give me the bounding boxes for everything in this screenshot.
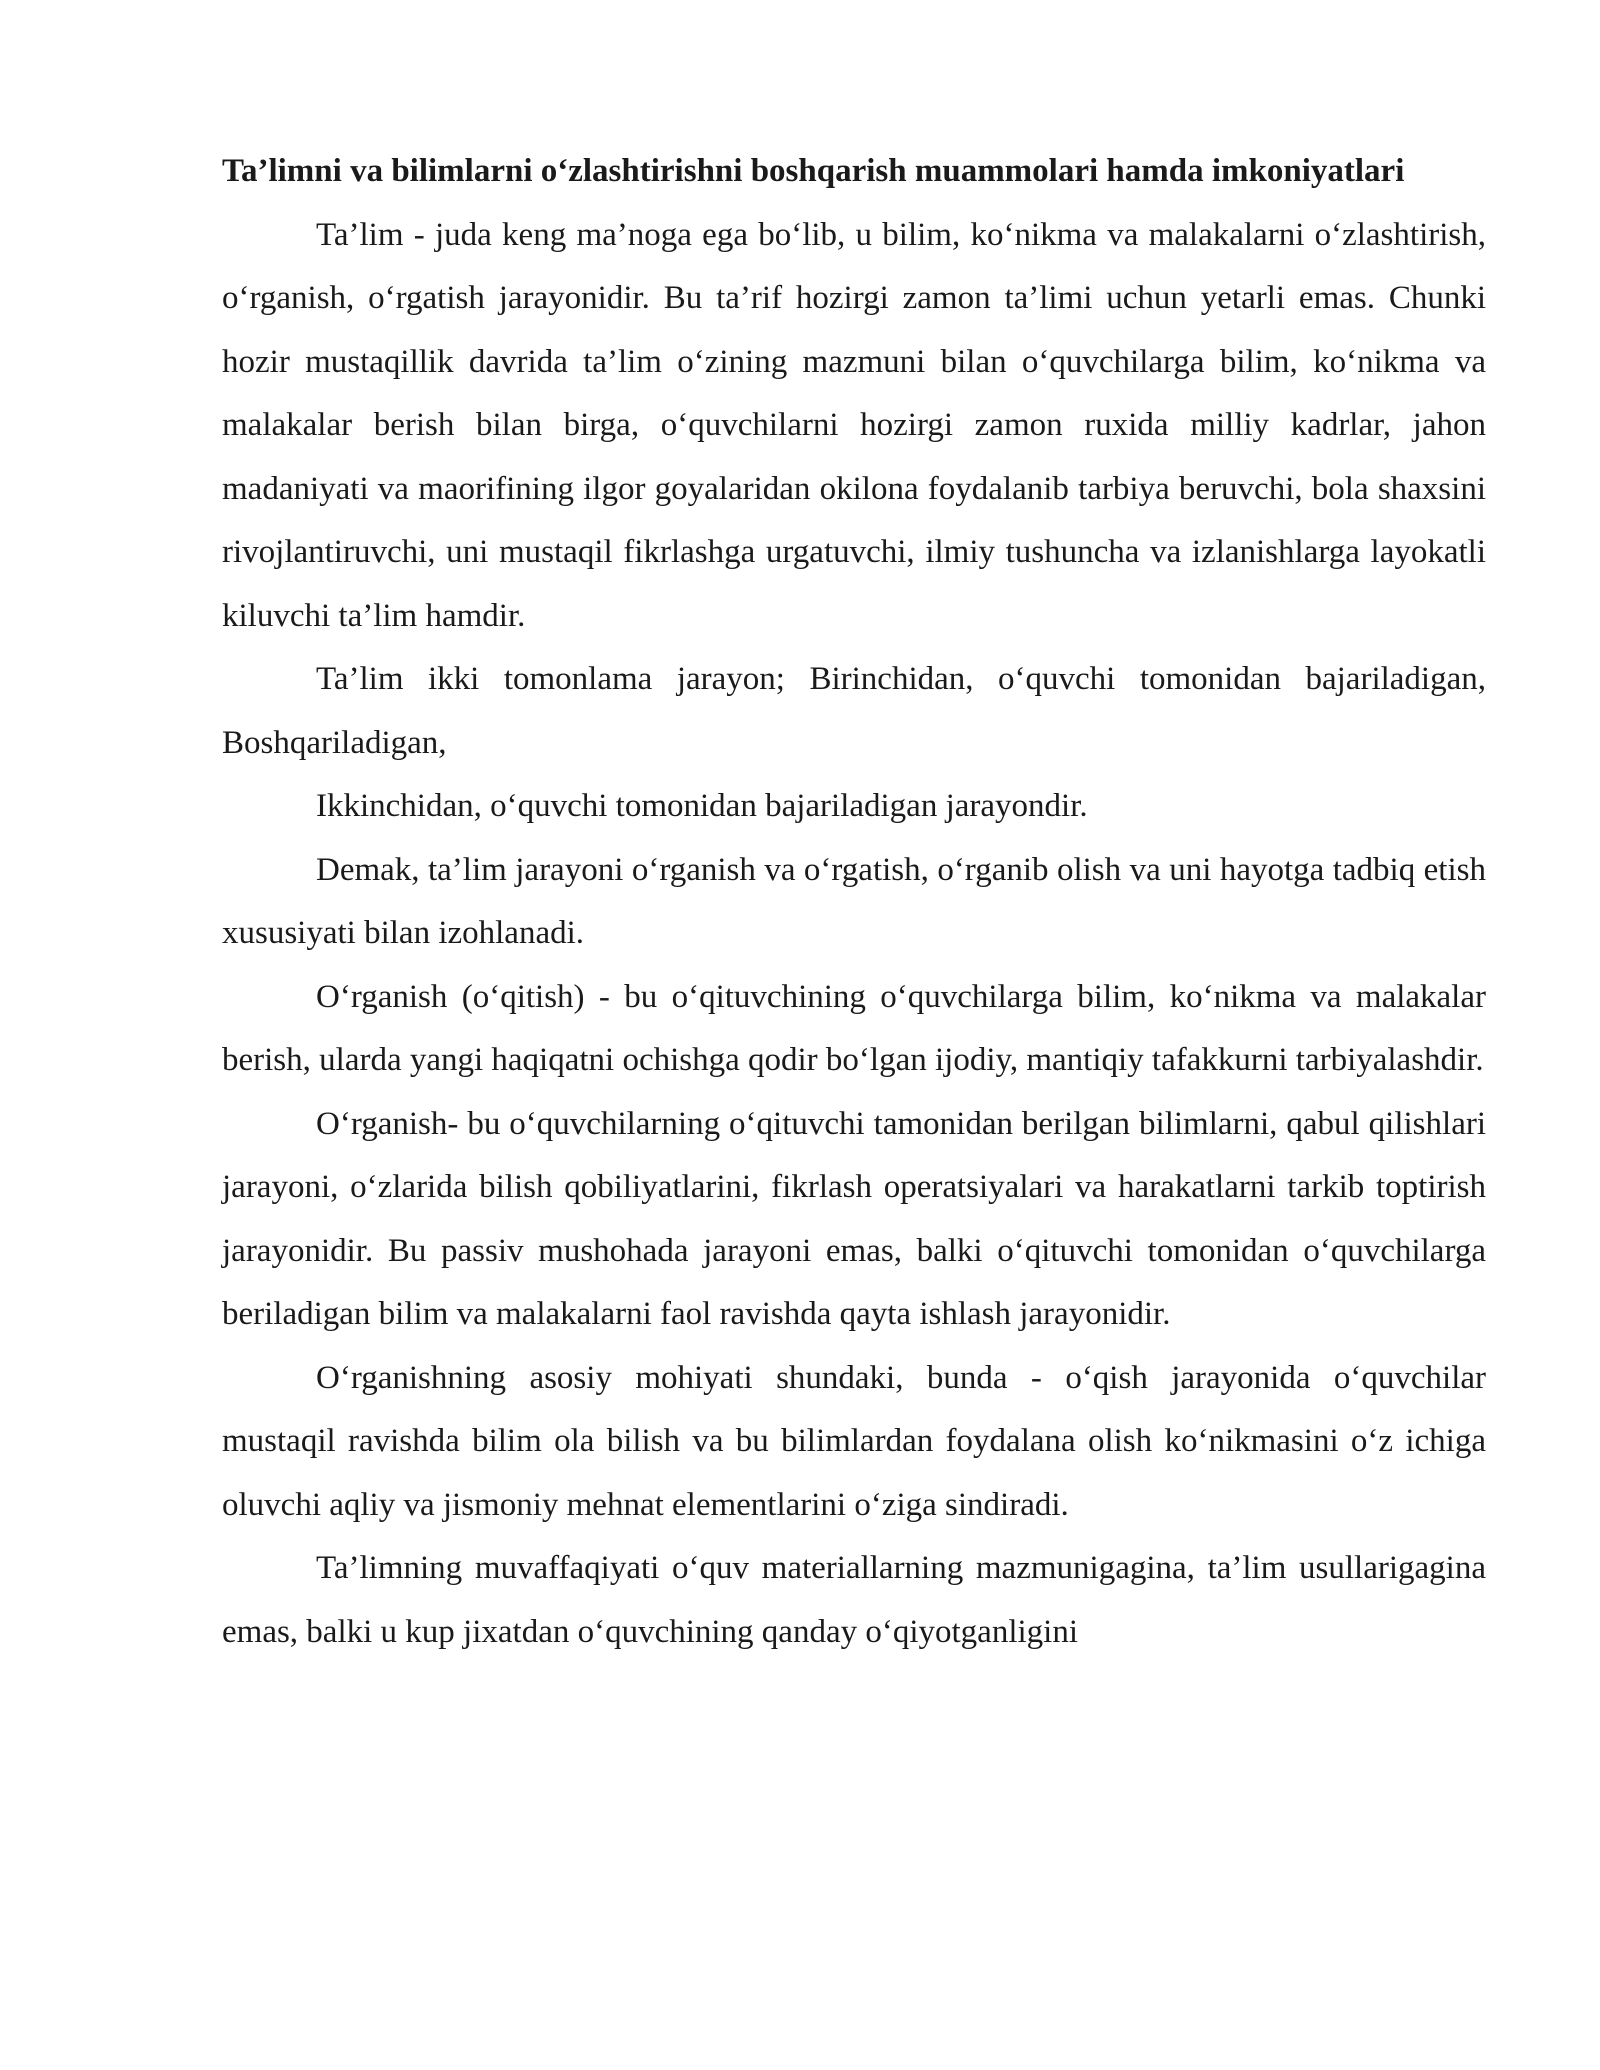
- document-body: [222, 140, 1486, 1664]
- paragraph: O‘rganish- bu o‘quvchilarning o‘qituvchi tamonidan berilgan bilimlarni, qabul qilishlari jarayoni, o‘zlarida bilish qobiliyatlarini, fikrlash operatsiyalari va harakatlarni tarkib toptirish jarayonidir. Bu passiv mushohada jarayoni emas, balki o‘qituvchi tomonidan o‘quvchilarga beriladigan bilim va malakalarni faol ravishda qayta ishlash jarayonidir.: [222, 1105, 1486, 1332]
- paragraph: Ta’limning muvaffaqiyati o‘quv materiallarning mazmunigagina, ta’lim usullarigagina emas, balki u kup jixatdan o‘quvchining qanday o‘qiyotganligini: [222, 1550, 1486, 1650]
- paragraph: Ta’lim ikki tomonlama jarayon; Birinchidan, o‘quvchi tomonidan bajariladigan, Boshqariladigan,: [222, 661, 1486, 761]
- paragraph: Ikkinchidan, o‘quvchi tomonidan bajariladigan jarayondir.: [316, 788, 1088, 824]
- paragraph: O‘rganish (o‘qitish) - bu o‘qituvchining o‘quvchilarga bilim, ko‘nikma va malakalar berish, ularda yangi haqiqatni ochishga qodir bo‘lgan ijodiy, mantiqiy tafakkurni tarbiyalashdir.: [222, 978, 1486, 1078]
- document-title: Ta’limni va bilimlarni o‘zlashtirishni boshqarish muammolari hamda imkoniyatlari: [222, 153, 1405, 189]
- paragraph: Ta’lim - juda keng ma’noga ega bo‘lib, u bilim, ko‘nikma va malakalarni o‘zlashtirish, o‘rganish, o‘rgatish jarayonidir. Bu ta’rif hozirgi zamon ta’limi uchun yetarli emas. Chunki hozir mustaqillik davrida ta’lim o‘zining mazmuni bilan o‘quvchilarga bilim, ko‘nikma va malakalar berish bilan birga, o‘quvchilarni hozirgi zamon ruxida milliy kadrlar, jahon madaniyati va maorifining ilgor goyalaridan okilona foydalanib tarbiya beruvchi, bola shaxsini rivojlantiruvchi, uni mustaqil fikrlashga urgatuvchi, ilmiy tushuncha va izlanishlarga layokatli kiluvchi ta’lim hamdir.: [222, 216, 1486, 634]
- paragraph: Demak, ta’lim jarayoni o‘rganish va o‘rgatish, o‘rganib olish va uni hayotga tadbiq etish xususiyati bilan izohlanadi.: [222, 851, 1486, 951]
- paragraph: O‘rganishning asosiy mohiyati shundaki, bunda - o‘qish jarayonida o‘quvchilar mustaqil ravishda bilim ola bilish va bu bilimlardan foydalana olish ko‘nikmasini o‘z ichiga oluvchi aqliy va jismoniy mehnat elementlarini o‘ziga sindiradi.: [222, 1359, 1486, 1523]
